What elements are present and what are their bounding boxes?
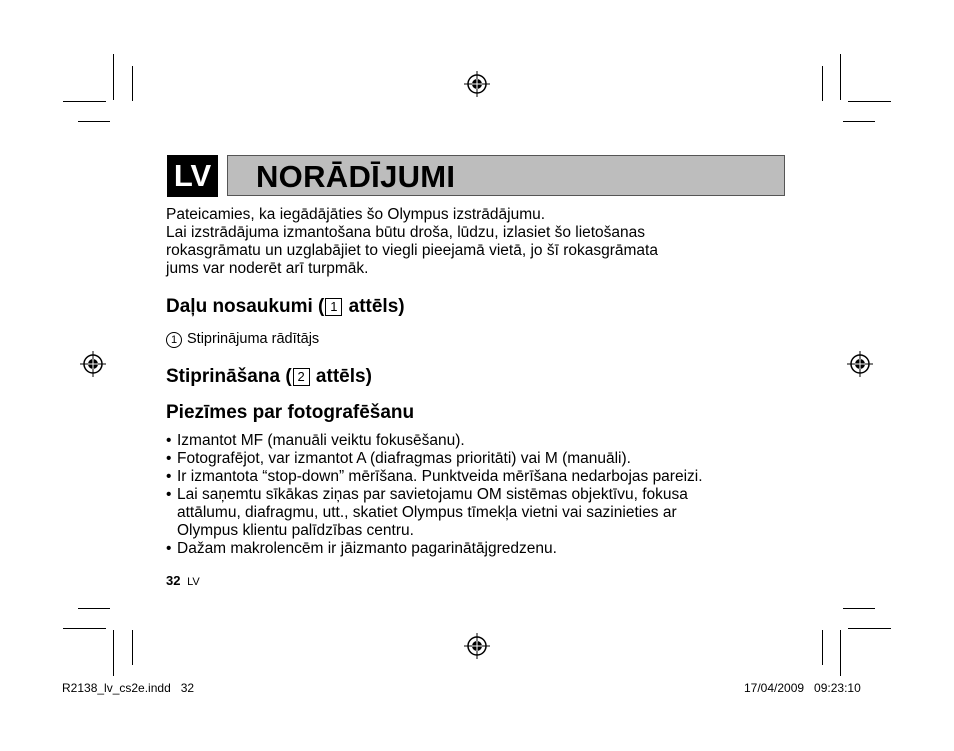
parts-heading: Daļu nosaukumi ( 1 attēls) xyxy=(166,296,405,317)
intro-line: Pateicamies, ka iegādājāties šo Olympus izstrādājumu. xyxy=(166,206,546,223)
crop-mark xyxy=(848,628,891,629)
registration-mark-icon xyxy=(847,351,873,377)
crop-mark xyxy=(63,628,106,629)
slug-file-info: R2138_lv_cs2e.indd 32 xyxy=(62,681,195,695)
bullet-icon: • xyxy=(166,432,172,449)
attach-heading: Stiprināšana ( 2 attēls) xyxy=(166,366,372,387)
list-item: • Dažam makrolencēm ir jāizmanto pagarinātājgredzenu. xyxy=(166,540,557,557)
bullet-icon: • xyxy=(166,486,172,503)
crop-mark xyxy=(78,608,110,609)
title-bar xyxy=(227,155,785,196)
crop-mark xyxy=(113,630,114,676)
bullet-icon: • xyxy=(166,450,172,467)
circled-number: 1 xyxy=(166,332,182,348)
page-title: NORĀDĪJUMI xyxy=(256,159,456,194)
intro-line: jums var noderēt arī turpmāk. xyxy=(166,260,369,277)
registration-mark-icon xyxy=(80,351,106,377)
bullet-icon: • xyxy=(166,540,172,557)
figure-number-box: 1 xyxy=(325,298,342,316)
crop-mark xyxy=(63,101,106,102)
figure-number-box: 2 xyxy=(293,368,310,386)
registration-mark-icon xyxy=(464,71,490,97)
crop-mark xyxy=(840,630,841,676)
parts-item-label: Stiprinājuma rādītājs xyxy=(187,331,320,347)
bullet-icon: • xyxy=(166,468,172,485)
crop-mark xyxy=(132,66,133,101)
registration-mark-icon xyxy=(464,633,490,659)
crop-mark xyxy=(113,54,114,100)
page-number: 32 xyxy=(166,573,181,588)
crop-mark xyxy=(132,630,133,665)
page-footer xyxy=(166,573,200,590)
crop-mark xyxy=(848,101,891,102)
list-item: • Ir izmantota “stop-down” mērīšana. Punktveida mērīšana nedarbojas pareizi. xyxy=(166,468,703,485)
list-item: • Izmantot MF (manuāli veiktu fokusēšanu). xyxy=(166,432,465,449)
parts-item xyxy=(166,330,319,348)
list-item: • Fotografējot, var izmantot A (diafragmas prioritāti) vai M (manuāli). xyxy=(166,450,631,467)
crop-mark xyxy=(843,121,875,122)
intro-line: Lai izstrādājuma izmantošana būtu droša, lūdzu, izlasiet šo lietošanas xyxy=(166,224,646,241)
intro-line: rokasgrāmatu un uzglabājiet to viegli pieejamā vietā, jo šī rokasgrāmata xyxy=(166,242,658,259)
slug-timestamp: 17/04/2009 09:23:10 xyxy=(744,681,861,695)
notes-list xyxy=(166,432,806,558)
page-language: LV xyxy=(187,576,200,588)
list-item: • Lai saņemtu sīkākas ziņas par savietojamu OM sistēmas objektīvu, fokusa attālumu, diafragmu, utt., skatiet Olympus tīmekļa vietni vai sazinieties ar Olympus klientu palīdzības centru. xyxy=(166,486,688,539)
crop-mark xyxy=(840,54,841,100)
crop-mark xyxy=(78,121,110,122)
crop-mark xyxy=(843,608,875,609)
crop-mark xyxy=(822,630,823,665)
crop-mark xyxy=(822,66,823,101)
notes-heading: Piezīmes par fotografēšanu xyxy=(166,402,415,423)
intro-paragraph xyxy=(166,206,658,278)
language-badge: LV xyxy=(167,155,218,197)
